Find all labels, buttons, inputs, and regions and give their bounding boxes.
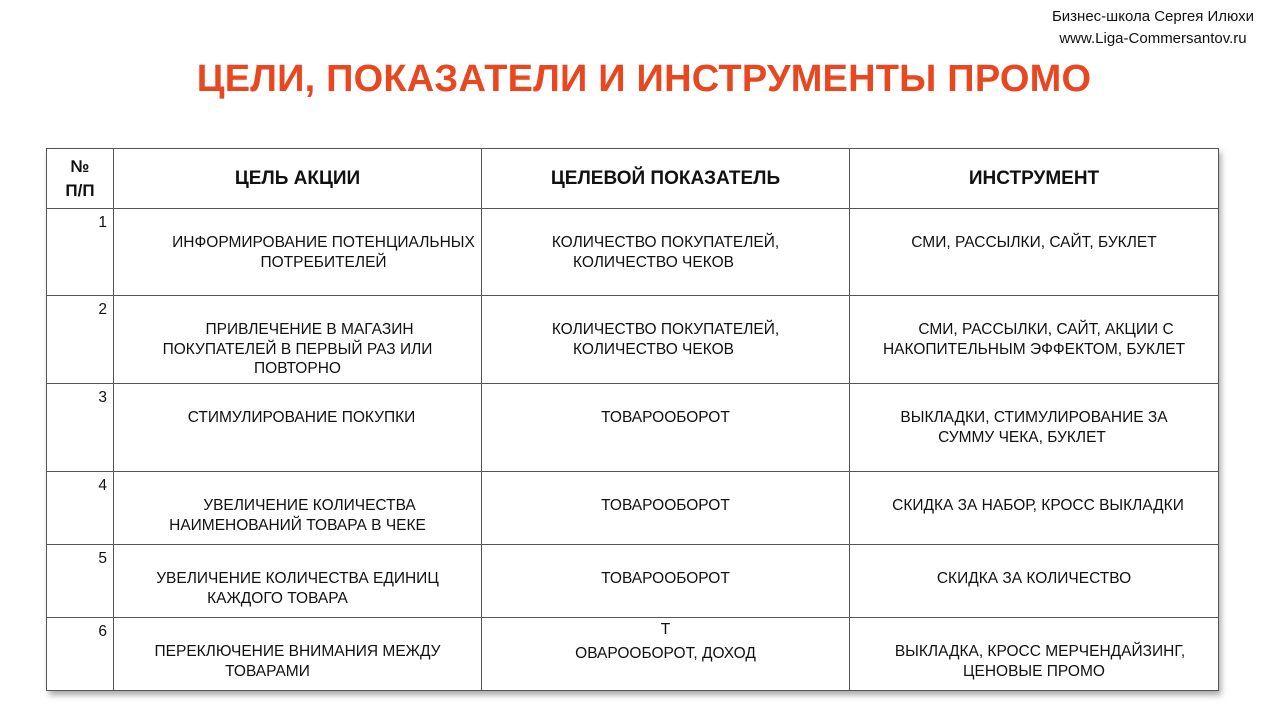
page-title: ЦЕЛИ, ПОКАЗАТЕЛИ И ИНСТРУМЕНТЫ ПРОМО — [196, 58, 1092, 100]
brand-website-link[interactable]: www.Liga-Commersantov.ru — [1059, 30, 1247, 47]
table-row — [47, 545, 1219, 618]
goal-text-line: УВЕЛИЧЕНИЕ КОЛИЧЕСТВА ЕДИНИЦ — [156, 570, 439, 587]
goal-text-line: ПОВТОРНО — [254, 360, 341, 377]
tool-text-line: ЦЕНОВЫЕ ПРОМО — [963, 662, 1105, 680]
goal-text-line: ПОТРЕБИТЕЛЕЙ — [260, 253, 387, 271]
tool-text-line: НАКОПИТЕЛЬНЫМ ЭФФЕКТОМ, БУКЛЕТ — [882, 340, 1186, 358]
row-number: 3 — [47, 384, 114, 472]
column-header-goal: ЦЕЛЬ АКЦИИ — [114, 149, 482, 209]
row-number: 2 — [47, 296, 114, 384]
tool-text-line: СМИ, РАССЫЛКИ, САЙТ, БУКЛЕТ — [911, 234, 1157, 251]
tool-text-line: СУММУ ЧЕКА, БУКЛЕТ — [938, 428, 1106, 446]
tool-cell — [850, 384, 1219, 472]
tool-text-line: СКИДКА ЗА НАБОР, КРОСС ВЫКЛАДКИ — [892, 497, 1184, 514]
table-row — [47, 296, 1219, 384]
column-header-number-label: П/П — [65, 180, 95, 200]
row-number: 5 — [47, 545, 114, 618]
row-number: 6 — [47, 618, 114, 691]
tool-text-line: ВЫКЛАДКИ, СТИМУЛИРОВАНИЕ ЗА — [900, 409, 1168, 426]
kpi-text-line: ТОВАРООБОРОТ — [601, 497, 730, 514]
kpi-cell — [482, 545, 850, 618]
goal-text-line: УВЕЛИЧЕНИЕ КОЛИЧЕСТВА — [203, 497, 416, 514]
kpi-text-line: ТОВАРООБОРОТ — [601, 409, 730, 426]
goal-text-line: НАИМЕНОВАНИЙ ТОВАРА В ЧЕКЕ — [169, 516, 426, 534]
kpi-text-line: КОЛИЧЕСТВО ЧЕКОВ — [573, 340, 734, 358]
goal-text-line: ПЕРЕКЛЮЧЕНИЕ ВНИМАНИЯ МЕЖДУ — [154, 643, 441, 660]
goal-cell — [114, 209, 482, 296]
tool-cell — [850, 209, 1219, 296]
goal-text-line: СТИМУЛИРОВАНИЕ ПОКУПКИ — [187, 409, 416, 426]
column-header-kpi: ЦЕЛЕВОЙ ПОКАЗАТЕЛЬ — [482, 149, 850, 209]
tool-text-line: СМИ, РАССЫЛКИ, САЙТ, АКЦИИ С — [918, 321, 1174, 338]
goal-text-line: ИНФОРМИРОВАНИЕ ПОТЕНЦИАЛЬНЫХ — [172, 234, 475, 251]
column-header-tool: ИНСТРУМЕНТ — [850, 149, 1219, 209]
tool-cell — [850, 618, 1219, 691]
promo-table — [46, 148, 1219, 691]
goal-text-line: ПРИВЛЕЧЕНИЕ В МАГАЗИН — [205, 321, 414, 338]
kpi-cell — [482, 472, 850, 545]
kpi-text-line: КОЛИЧЕСТВО ЧЕКОВ — [573, 253, 734, 271]
kpi-text-line: Т — [660, 621, 671, 638]
table-row — [47, 209, 1219, 296]
column-header-number — [47, 149, 114, 209]
row-number: 1 — [47, 209, 114, 296]
kpi-cell — [482, 209, 850, 296]
tool-cell — [850, 472, 1219, 545]
kpi-text-line: КОЛИЧЕСТВО ПОКУПАТЕЛЕЙ, — [551, 234, 780, 251]
kpi-cell — [482, 618, 850, 691]
goal-cell — [114, 296, 482, 384]
tool-cell — [850, 296, 1219, 384]
goal-cell — [114, 618, 482, 691]
goal-cell — [114, 545, 482, 618]
table-row — [47, 384, 1219, 472]
goal-text-line: ПОКУПАТЕЛЕЙ В ПЕРВЫЙ РАЗ ИЛИ — [162, 340, 433, 358]
row-number: 4 — [47, 472, 114, 545]
goal-cell — [114, 472, 482, 545]
tool-text-line: СКИДКА ЗА КОЛИЧЕСТВО — [936, 570, 1132, 587]
table-row — [47, 472, 1219, 545]
goal-text-line: КАЖДОГО ТОВАРА — [207, 589, 348, 607]
tool-text-line: ВЫКЛАДКА, КРОСС МЕРЧЕНДАЙЗИНГ, — [894, 643, 1186, 660]
brand-block — [1052, 6, 1254, 50]
kpi-text-line: ТОВАРООБОРОТ — [601, 570, 730, 587]
promo-table-wrapper — [46, 148, 1218, 691]
brand-school-name: Бизнес-школа Сергея Илюхи — [1051, 8, 1254, 25]
table-row — [47, 618, 1219, 691]
column-header-number-symbol: № — [70, 156, 90, 176]
kpi-text-line: ОВАРООБОРОТ, ДОХОД — [575, 644, 756, 662]
kpi-text-line: КОЛИЧЕСТВО ПОКУПАТЕЛЕЙ, — [551, 321, 780, 338]
goal-cell — [114, 384, 482, 472]
goal-text-line: ТОВАРАМИ — [225, 662, 310, 680]
table-header-row — [47, 149, 1219, 209]
kpi-cell — [482, 384, 850, 472]
tool-cell — [850, 545, 1219, 618]
kpi-cell — [482, 296, 850, 384]
